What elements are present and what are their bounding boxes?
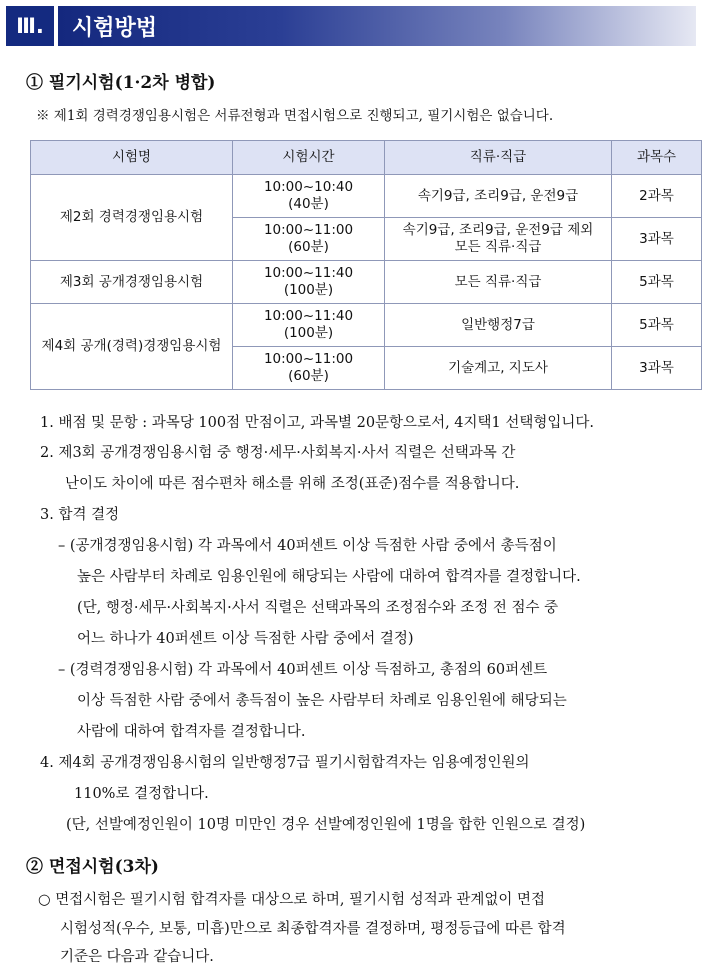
exam-time: 10:00~11:40 (100분) — [233, 304, 385, 347]
item-line: 3. 합격 결정 — [40, 507, 120, 523]
item-line: 110%로 결정합니다. — [74, 786, 209, 802]
item-line: 사람에 대하여 합격자를 결정합니다. — [77, 724, 306, 740]
exam-name: 제2회 경력경쟁임용시험 — [31, 175, 233, 261]
item-line: 난이도 차이에 따른 점수편차 해소를 위해 조정(표준)점수를 적용합니다. — [65, 476, 520, 492]
exam-category: 속기9급, 조리9급, 운전9급 — [385, 175, 612, 218]
subject-count: 3과목 — [612, 218, 702, 261]
section-number: Ⅲ. — [6, 6, 54, 46]
item-line: 이상 득점한 사람 중에서 총득점이 높은 사람부터 차례로 임용인원에 해당되는 — [77, 693, 567, 709]
item-line: 기준은 다음과 같습니다. — [60, 949, 214, 965]
item-line: (단, 선발예정인원이 10명 미만인 경우 선발예정인원에 1명을 합한 인원으로 결정) — [66, 817, 586, 833]
exam-name: 제4회 공개(경력)경쟁임용시험 — [31, 304, 233, 390]
column-header: 시험명 — [31, 141, 233, 175]
item-line: 어느 하나가 40퍼센트 이상 득점한 사람 중에서 결정) — [77, 631, 414, 647]
item-line: 높은 사람부터 차례로 임용인원에 해당되는 사람에 대하여 합격자를 결정합니다. — [77, 569, 581, 585]
item-line: – (경력경쟁임용시험) 각 과목에서 40퍼센트 이상 득점하고, 총점의 60퍼센트 — [58, 662, 548, 678]
table-row — [31, 304, 702, 347]
section-header — [6, 6, 696, 46]
exam-category: 모든 직류·직급 — [385, 261, 612, 304]
table-row — [31, 175, 702, 218]
item-line: – (공개경쟁임용시험) 각 과목에서 40퍼센트 이상 득점한 사람 중에서 총득점이 — [58, 538, 557, 554]
item-line: ○ 면접시험은 필기시험 합격자를 대상으로 하며, 필기시험 성적과 관계없이 면접 — [38, 892, 545, 908]
section-title: 시험방법 — [58, 6, 696, 46]
exam-category: 속기9급, 조리9급, 운전9급 제외 모든 직류·직급 — [385, 218, 612, 261]
item-line: 2. 제3회 공개경쟁임용시험 중 행정·세무·사회복지·사서 직렬은 선택과목 간 — [40, 445, 516, 461]
item-line: 4. 제4회 공개경쟁임용시험의 일반행정7급 필기시험합격자는 임용예정인원의 — [40, 755, 530, 771]
column-header: 과목수 — [612, 141, 702, 175]
subsection-title-interview: ② 면접시험(3차) — [26, 857, 159, 877]
exam-time: 10:00~11:00 (60분) — [233, 347, 385, 390]
exam-schedule-table — [30, 140, 702, 390]
exam-category: 일반행정7급 — [385, 304, 612, 347]
subject-count: 3과목 — [612, 347, 702, 390]
subsection-title-written: ① 필기시험(1·2차 병합) — [26, 73, 216, 93]
subject-count: 5과목 — [612, 304, 702, 347]
exam-time: 10:00~11:40 (100분) — [233, 261, 385, 304]
table-row — [31, 261, 702, 304]
exam-category: 기술계고, 지도사 — [385, 347, 612, 390]
item-line: 시험성적(우수, 보통, 미흡)만으로 최종합격자를 결정하며, 평정등급에 따른 합격 — [60, 921, 566, 937]
subject-count: 2과목 — [612, 175, 702, 218]
table-header-row — [31, 141, 702, 175]
column-header: 시험시간 — [233, 141, 385, 175]
written-exam-note: ※ 제1회 경력경쟁임용시험은 서류전형과 면접시험으로 진행되고, 필기시험은 없습니다. — [36, 108, 554, 124]
item-line: 1. 배점 및 문항 : 과목당 100점 만점이고, 과목별 20문항으로서, 4지택1 선택형입니다. — [40, 415, 595, 431]
column-header: 직류·직급 — [385, 141, 612, 175]
exam-time: 10:00~10:40 (40분) — [233, 175, 385, 218]
subject-count: 5과목 — [612, 261, 702, 304]
exam-time: 10:00~11:00 (60분) — [233, 218, 385, 261]
exam-name: 제3회 공개경쟁임용시험 — [31, 261, 233, 304]
item-line: (단, 행정·세무·사회복지·사서 직렬은 선택과목의 조정점수와 조정 전 점수 중 — [77, 600, 559, 616]
